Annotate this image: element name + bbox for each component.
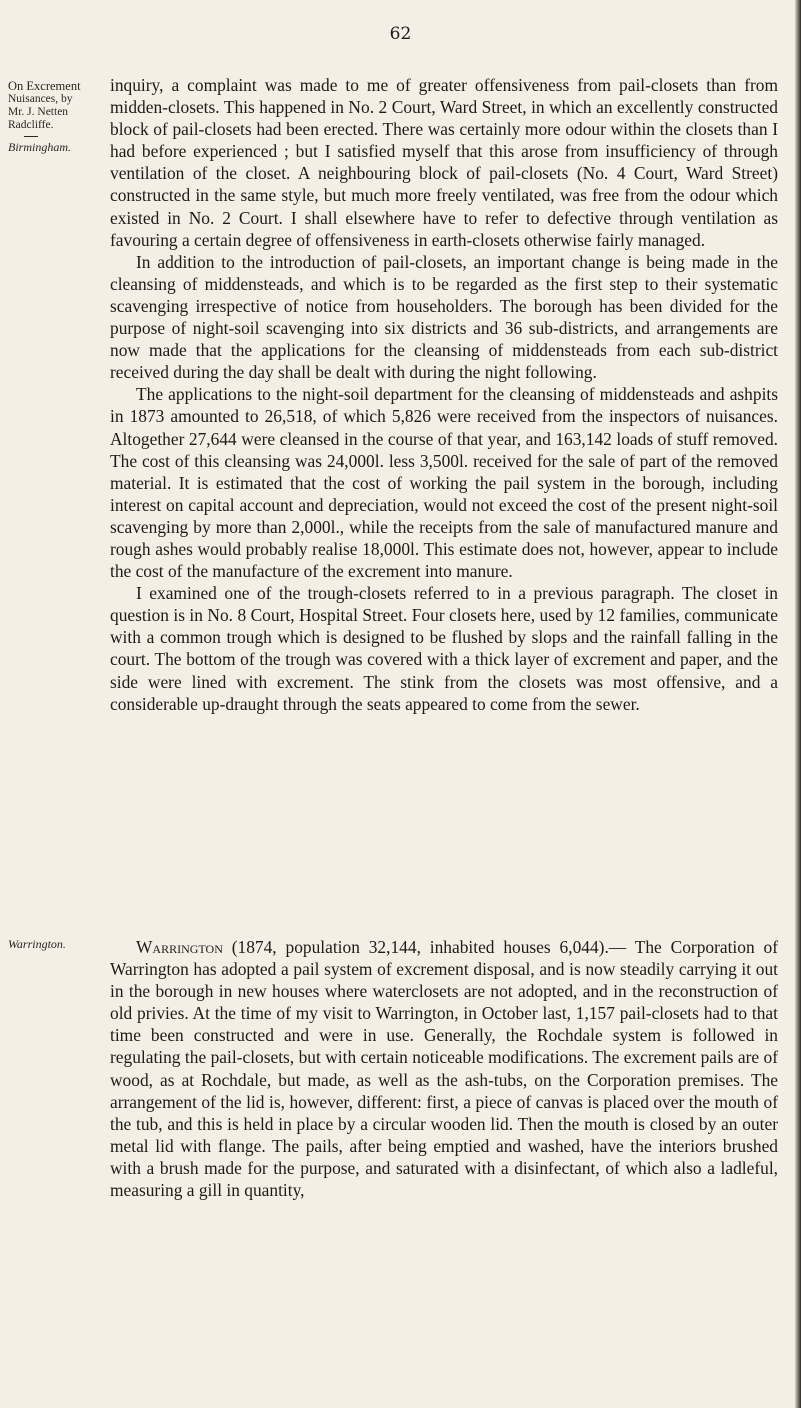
sidenote-divider [24, 136, 38, 137]
sidenote-warrington [8, 938, 100, 951]
page-edge-shadow [795, 0, 801, 1408]
page-number: 62 [389, 24, 412, 44]
section-lead: Warrington [136, 937, 223, 957]
paragraph: inquiry, a complaint was made to me of greater offensiveness from pail-closets than from midden-closets. This happened in No. 2 Court, Ward Street, in which an excellently constructed block of pail-closets had been erected. There was certainly more odour within the closets than I had before experienced ; but I satisfied myself that this arose from insufficiency of through ventilation of the closet. A neighbouring block of pail-closets (No. 4 Court, Ward Street) constructed in the same style, but much more freely ventilated, was free from the odour which existed in No. 2 Court. I shall elsewhere have to refer to defective through ventilation as favouring a certain degree of offensiveness in earth-closets otherwise fairly managed. [110, 75, 778, 250]
body-text-upper [110, 74, 778, 715]
paragraph-text: (1874, population 32,144, inhabited houses 6,044).— The Corporation of Warrington has adopted a pail system of excrement disposal, and is now steadily carrying it out in the borough in new houses where waterclosets are not adopted, and in the reconstruction of old privies. At the time of my visit to Warrington, in October last, 1,157 pail-closets had to that time been constructed and were in use. Generally, the Rochdale system is followed in regulating the pail-closets, but with certain noticeable modifications. The excrement pails are of wood, as at Rochdale, but made, as well as the ash-tubs, on the Corporation premises. The arrangement of the lid is, however, different: first, a piece of canvas is placed over the mouth of the tub, and this is held in place by a circular wooden lid. Then the mouth is closed by an outer metal lid with flange. The pails, after being emptied and washed, have the interiors brushed with a brush made for the purpose, and saturated with a disinfectant, of which also a ladleful, measuring a gill in quantity, [110, 937, 778, 1201]
paragraph-warrington [110, 936, 778, 1201]
sidenote-place-birmingham: Birmingham. [8, 140, 71, 154]
sidenote-place-warrington: Warrington. [8, 937, 66, 951]
sidenote-line: On Excrement [8, 79, 81, 93]
sidenote-line: Radcliffe. [8, 119, 54, 131]
sidenote-author [8, 80, 100, 154]
paragraph: I examined one of the trough-closets referred to in a previous paragraph. The closet in question is in No. 8 Court, Hospital Street. Four closets here, used by 12 families, communicate with a common trough which is designed to be flushed by slops and the rainfall falling in the court. The bottom of the trough was covered with a thick layer of excrement and paper, and the side were lined with excrement. The stink from the closets was most offensive, and a considerable up-draught through the seats appeared to come from the sewer. [110, 583, 778, 714]
paragraph: In addition to the introduction of pail-closets, an important change is being made in the cleansing of middensteads, and which is to be regarded as the first step to their systematic scavenging irrespective of notice from householders. The borough has been divided for the purpose of night-soil scavenging into six districts and 36 sub-districts, and arrangements are now made that the applications for the cleansing of middensteads from each sub-district received during the day shall be dealt with during the night following. [110, 251, 778, 383]
sidenote-line: Nuisances, by [8, 93, 73, 105]
body-text-warrington [110, 936, 778, 1201]
sidenote-line: Mr. J. Netten [8, 106, 69, 118]
paragraph: The applications to the night-soil department for the cleansing of middensteads and ashpits in 1873 amounted to 26,518, of which 5,826 were received from the inspectors of nuisances. Altogether 27,644 were cleansed in the course of that year, and 163,142 loads of stuff removed. The cost of this cleansing was 24,000l. less 3,500l. received for the sale of part of the removed material. It is estimated that the cost of working the pail system in the borough, including interest on capital account and depreciation, would not exceed the cost of the present night-soil scavenging by more than 2,000l., while the receipts from the sale of manufactured manure and rough ashes would probably realise 18,000l. This estimate does not, however, appear to include the cost of the manufacture of the excrement into manure. [110, 384, 778, 582]
